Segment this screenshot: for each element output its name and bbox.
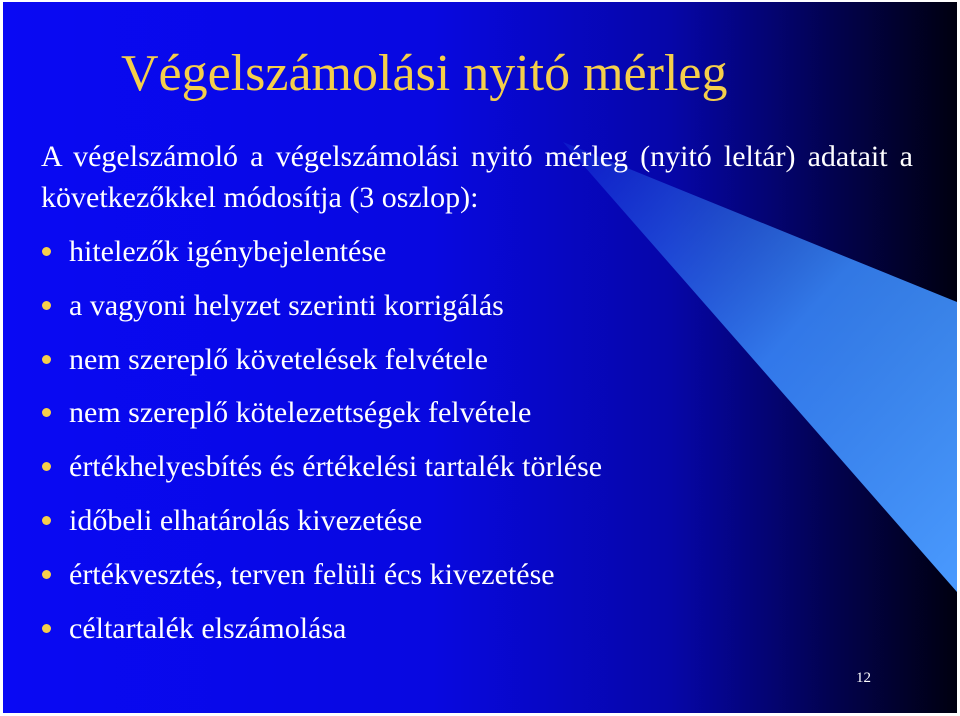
- intro-text: A végelszámoló a végelszámolási nyitó mérleg (nyitó leltár) adatait a következőkkel módosítja (3 oszlop):: [41, 140, 913, 214]
- bullet-text: értékhelyesbítés és értékelési tartalék törlése: [69, 450, 603, 484]
- slide: [3, 2, 957, 713]
- page-number: 12: [856, 670, 871, 686]
- bullet-text: időbeli elhatárolás kivezetése: [69, 503, 423, 537]
- bullet-dot-icon: [42, 247, 51, 256]
- bullet-dot-icon: [42, 516, 51, 525]
- bullet-text: nem szereplő kötelezettségek felvétele: [69, 396, 532, 430]
- bullet-dot-icon: [42, 570, 51, 579]
- bullet-text: nem szereplő követelések felvétele: [69, 342, 488, 376]
- bullet-text: hitelezők igénybejelentése: [69, 235, 387, 268]
- bullet-dot-icon: [42, 355, 51, 364]
- bullet-text: a vagyoni helyzet szerinti korrigálás: [69, 288, 504, 322]
- bullet-dot-icon: [42, 624, 51, 633]
- bullet-dot-icon: [42, 301, 51, 310]
- bullet-text: céltartalék elszámolása: [69, 611, 347, 645]
- slide-title: Végelszámolási nyitó mérleg: [121, 45, 728, 102]
- bullet-text: értékvesztés, terven felüli écs kivezetése: [69, 557, 555, 591]
